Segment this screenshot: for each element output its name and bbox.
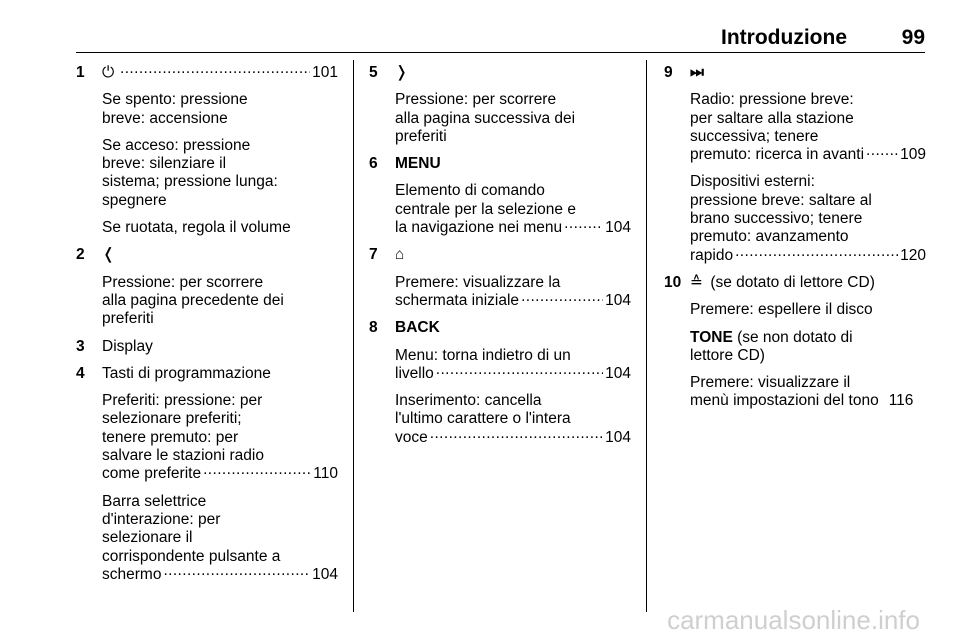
- page-title: Introduzione: [721, 26, 847, 49]
- skip-forward-icon: ⏭: [690, 64, 704, 81]
- list-item-9: 9 ⏭ Radio: pressione breve: per saltare alla stazione successiva; tenere premuto: ricerca in avanti ..... 109 Dispositivi esterni: pressione breve: saltare al brano successivo; tenere premuto: avanzamento rapido ..... 120: [664, 64, 926, 265]
- list-item-3: 3 Display: [76, 337, 153, 355]
- page-ref[interactable]: 101: [312, 64, 338, 81]
- column-2: [369, 64, 631, 447]
- list-item-10: 10 ≙ (se dotato di lettore CD) Premere: espellere il disco TONE (se non dotato di lettore CD) Premere: visualizzare il menù impostazioni del tono 116: [664, 273, 914, 410]
- list-item-4: 4 Tasti di programmazione Preferiti: pressione: per selezionare preferiti; tenere premuto: per salvare le stazioni radio come preferite ..... 110 Barra selettrice d'interazione: per selezionare il corrispondente pulsante a schermo ..... 104: [76, 365, 338, 584]
- watermark: carmanualsonline.info: [667, 605, 920, 635]
- item-number: 7: [369, 246, 378, 264]
- page-ref[interactable]: 109: [900, 146, 926, 164]
- chevron-right-icon: ❭: [395, 64, 408, 81]
- item-number: 8: [369, 319, 378, 337]
- list-item-1: 1 ⏻ ..... 101 Se spento: pressione breve: accensione Se acceso: pressione breve: silenziare il sistema; pressione lunga: spegnere Se ruotata, regola il volume: [76, 64, 338, 237]
- item-number: 2: [76, 246, 85, 264]
- column-3: [664, 64, 926, 411]
- item-number: 10: [664, 273, 682, 291]
- item-number: 9: [664, 64, 673, 81]
- column-divider: [353, 60, 354, 612]
- page-ref[interactable]: 110: [313, 465, 338, 483]
- home-icon: ⌂: [395, 246, 405, 264]
- page-header: [76, 26, 925, 53]
- power-icon: ⏻: [102, 64, 115, 81]
- item-number: 4: [76, 364, 85, 382]
- page-number: 99: [901, 26, 925, 49]
- page-ref[interactable]: 104: [605, 219, 631, 237]
- item-number: 3: [76, 337, 85, 355]
- page-ref[interactable]: 104: [605, 428, 631, 446]
- column-1: [76, 64, 338, 584]
- page-ref[interactable]: 104: [605, 364, 631, 382]
- column-divider: [646, 60, 647, 612]
- page-ref[interactable]: 120: [900, 246, 926, 264]
- list-item-6: 6 MENU Elemento di comando centrale per la selezione e la navigazione nei menu ..... 104: [369, 155, 631, 237]
- page-ref[interactable]: 116: [888, 392, 914, 410]
- page-ref[interactable]: 104: [312, 565, 338, 583]
- page-ref[interactable]: 104: [605, 291, 631, 309]
- list-item-5: 5 ❭ Pressione: per scorrere alla pagina successiva dei preferiti: [369, 64, 576, 145]
- list-item-2: 2 ❬ Pressione: per scorrere alla pagina precedente dei preferiti: [76, 246, 284, 328]
- item-number: 1: [76, 64, 85, 81]
- item-number: 6: [369, 155, 378, 173]
- list-item-7: 7 ⌂ Premere: visualizzare la schermata iniziale ..... 104: [369, 246, 631, 310]
- item-number: 5: [369, 64, 378, 81]
- chevron-left-icon: ❬: [102, 246, 115, 264]
- eject-icon: ≙: [690, 273, 703, 291]
- list-item-8: 8 BACK Menu: torna indietro di un livello ..... 104 Inserimento: cancella l'ultimo carattere o l'intera voce ..... 104: [369, 319, 631, 447]
